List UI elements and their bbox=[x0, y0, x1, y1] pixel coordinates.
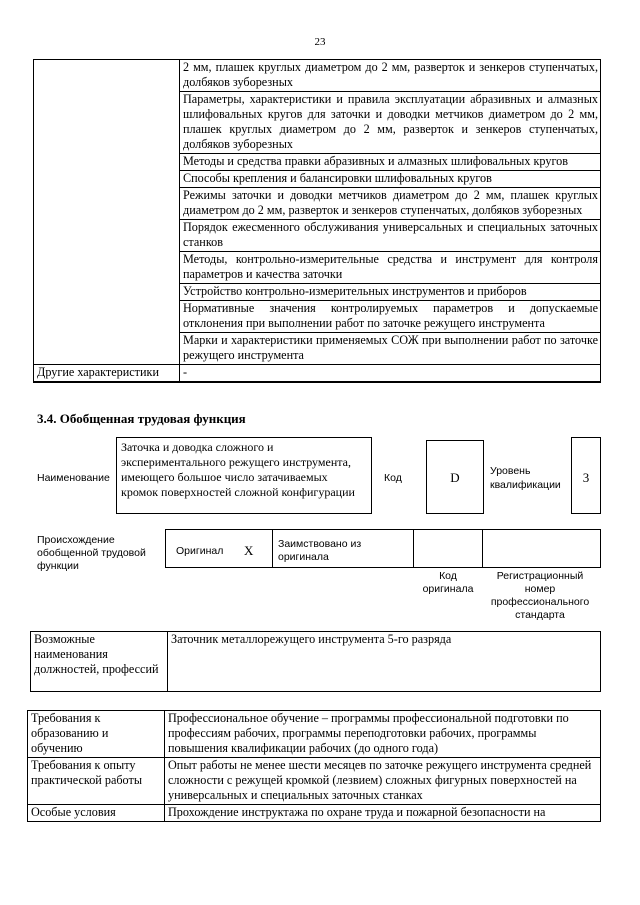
level-value: 3 bbox=[571, 437, 601, 514]
knowledge-item: Способы крепления и балансировки шлифовальных кругов bbox=[180, 171, 601, 188]
section-title: 3.4. Обобщенная трудовая функция bbox=[37, 411, 246, 426]
knowledge-item: 2 мм, плашек круглых диаметром до 2 мм, разверток и зенкеров ступенчатых, долбяков зуборезных bbox=[180, 60, 601, 92]
original-cell bbox=[165, 529, 273, 568]
knowledge-item: Марки и характеристики применяемых СОЖ при выполнении работ по заточке режущего инструмента bbox=[180, 333, 601, 365]
table-row bbox=[31, 632, 601, 692]
table-row bbox=[34, 365, 601, 383]
requirement-label: Требования к опыту практической работы bbox=[28, 758, 165, 805]
reg-number-cell bbox=[482, 529, 601, 568]
table-row bbox=[28, 711, 601, 758]
origin-table bbox=[165, 529, 601, 568]
level-label: Уровень квалификации bbox=[490, 465, 561, 491]
requirement-value: Прохождение инструктажа по охране труда и пожарной безопасности на bbox=[165, 805, 601, 822]
requirements-table bbox=[27, 710, 601, 822]
code-value: D bbox=[426, 440, 484, 514]
borrowed-label: Заимствовано из оригинала bbox=[278, 538, 362, 563]
other-chars-value: - bbox=[180, 365, 601, 383]
positions-table bbox=[30, 631, 601, 692]
knowledge-label-cell bbox=[34, 60, 180, 365]
table-row bbox=[28, 758, 601, 805]
positions-value: Заточник металлорежущего инструмента 5-го разряда bbox=[168, 632, 601, 692]
knowledge-item: Методы, контрольно-измерительные средства и инструмент для контроля параметров и качества заточки bbox=[180, 252, 601, 284]
other-chars-label: Другие характеристики bbox=[34, 365, 180, 383]
knowledge-item: Нормативные значения контролируемых параметров и допускаемые отклонения при выполнении работ по заточке режущего инструмента bbox=[180, 301, 601, 333]
requirement-value: Профессиональное обучение – программы профессиональной подготовки по профессиям рабочих, программы переподготовки рабочих, программы повышения квалификации рабочих (до одного года) bbox=[165, 711, 601, 758]
borrowed-cell bbox=[272, 529, 414, 568]
reg-number-caption: Регистрационный номер профессионального стандарта bbox=[490, 570, 590, 621]
requirement-label: Требования к образованию и обучению bbox=[28, 711, 165, 758]
original-mark: X bbox=[244, 543, 254, 558]
knowledge-item: Порядок ежесменного обслуживания универсальных и специальных заточных станков bbox=[180, 220, 601, 252]
requirement-value: Опыт работы не менее шести месяцев по заточке режущего инструмента средней сложности с режущей кромкой (лезвием) сложных фигурных поверхностей на универсальных и специальных заточных станках bbox=[165, 758, 601, 805]
knowledge-item: Параметры, характеристики и правила эксплуатации абразивных и алмазных шлифовальных кругов для заточки и доводки метчиков диаметром до 2 мм, плашек круглых диаметром до 2 мм, разверток и зенкеров ступенчатых, долбяков зуборезных bbox=[180, 92, 601, 154]
knowledge-item: Режимы заточки и доводки метчиков диаметром до 2 мм, плашек круглых диаметром до 2 мм, разверток и зенкеров ступенчатых, долбяков зуборезных bbox=[180, 188, 601, 220]
page-number: 23 bbox=[314, 36, 326, 48]
original-code-cell bbox=[413, 529, 483, 568]
function-name-value: Заточка и доводка сложного и экспериментального режущего инструмента, имеющего большое число затачиваемых кромок поверхностей сложной конфигурации bbox=[116, 437, 372, 514]
code-label: Код bbox=[384, 472, 402, 484]
name-label: Наименование bbox=[37, 472, 110, 484]
knowledge-item: Устройство контрольно-измерительных инструментов и приборов bbox=[180, 284, 601, 301]
table-row bbox=[34, 60, 601, 92]
original-label: Оригинал bbox=[176, 545, 224, 557]
knowledge-table bbox=[33, 59, 601, 383]
knowledge-item: Методы и средства правки абразивных и алмазных шлифовальных кругов bbox=[180, 154, 601, 171]
requirement-label: Особые условия bbox=[28, 805, 165, 822]
table-row bbox=[28, 805, 601, 822]
origin-label: Происхождение обобщенной трудовой функции bbox=[37, 534, 146, 572]
code-original-caption: Код оригинала bbox=[422, 570, 474, 595]
positions-label: Возможные наименования должностей, профессий bbox=[31, 632, 168, 692]
